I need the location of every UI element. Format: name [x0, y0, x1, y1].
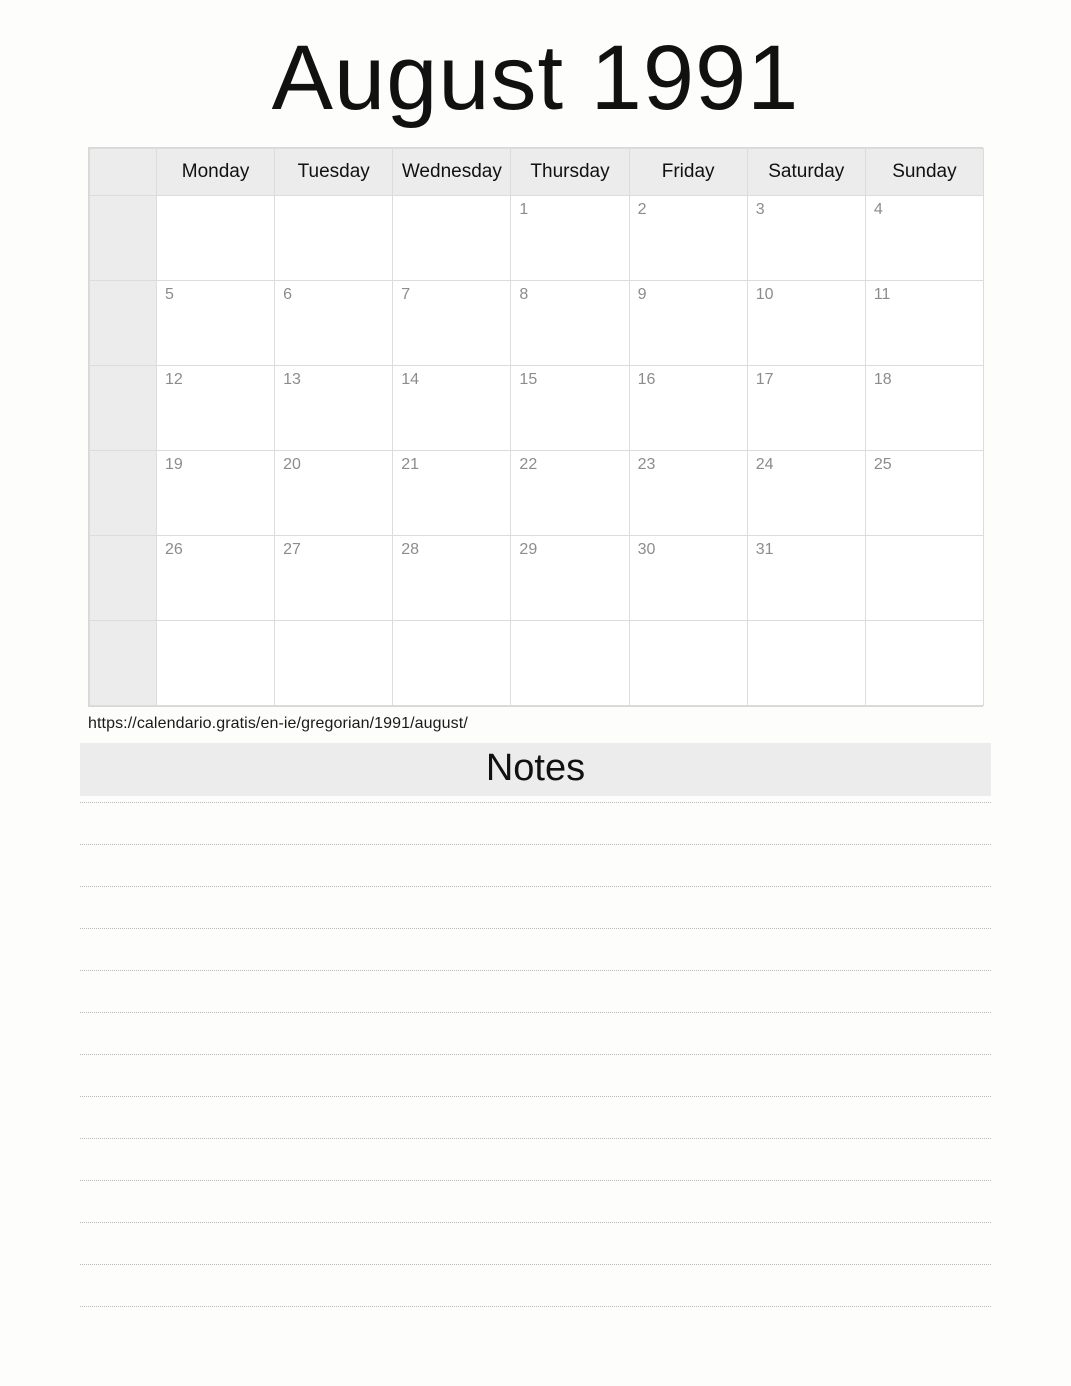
calendar-week-row: [90, 195, 984, 280]
week-number-cell: [90, 450, 157, 535]
day-number: [275, 621, 392, 627]
note-line[interactable]: [80, 845, 991, 887]
day-number: 28: [401, 540, 420, 558]
day-number: [630, 621, 747, 627]
day-cell: [865, 365, 983, 450]
day-cell: [629, 365, 747, 450]
day-cell: [393, 535, 511, 620]
day-cell: [275, 450, 393, 535]
day-number: 25: [873, 455, 892, 473]
day-cell: [275, 365, 393, 450]
day-number: 27: [283, 540, 301, 558]
day-cell: [511, 195, 629, 280]
notes-section: [80, 743, 991, 1308]
day-cell: [629, 195, 747, 280]
day-number: 7: [401, 285, 411, 303]
note-line[interactable]: [80, 802, 991, 845]
week-number-column-header: [90, 148, 157, 195]
day-cell: [511, 535, 629, 620]
day-number: 8: [519, 285, 529, 303]
note-line[interactable]: [80, 887, 991, 929]
day-number: 12: [165, 370, 183, 388]
day-number: 18: [873, 370, 892, 388]
weekday-header-thursday: Thursday: [511, 148, 629, 195]
day-cell: [865, 450, 983, 535]
day-number: 17: [755, 370, 774, 388]
calendar-table: [89, 148, 984, 706]
day-cell: [157, 280, 275, 365]
day-cell: [511, 280, 629, 365]
day-number: [393, 621, 510, 627]
weekday-header-sunday: Sunday: [865, 148, 983, 195]
day-cell: [747, 620, 865, 705]
day-number: 19: [165, 455, 183, 473]
note-line[interactable]: [80, 929, 991, 971]
day-cell: [275, 535, 393, 620]
day-number: 20: [283, 455, 301, 473]
calendar-body: [90, 195, 984, 705]
day-number: [275, 196, 392, 202]
day-cell: [511, 620, 629, 705]
day-cell: [275, 620, 393, 705]
day-cell: [747, 535, 865, 620]
note-line[interactable]: [80, 1097, 991, 1139]
calendar-header-row: [90, 148, 984, 195]
day-number: [866, 536, 983, 542]
weekday-header-friday: Friday: [629, 148, 747, 195]
day-number: [157, 196, 274, 202]
day-cell: [629, 535, 747, 620]
page-title: August 1991: [271, 27, 800, 129]
note-line[interactable]: [80, 1265, 991, 1307]
day-number: 9: [637, 285, 647, 303]
day-cell: [393, 280, 511, 365]
day-cell: [629, 450, 747, 535]
day-number: 16: [637, 370, 656, 388]
day-cell: [393, 450, 511, 535]
day-number: [511, 621, 628, 627]
day-number: 22: [519, 455, 538, 473]
day-number: 2: [637, 200, 647, 218]
day-number: [157, 621, 274, 627]
week-number-cell: [90, 620, 157, 705]
day-cell: [865, 620, 983, 705]
day-number: 29: [519, 540, 538, 558]
day-number: 10: [755, 285, 774, 303]
day-cell: [511, 450, 629, 535]
day-number: [748, 621, 865, 627]
calendar-week-row: [90, 535, 984, 620]
day-cell: [865, 535, 983, 620]
note-line[interactable]: [80, 1181, 991, 1223]
note-line[interactable]: [80, 971, 991, 1013]
day-number: [393, 196, 510, 202]
day-cell: [747, 280, 865, 365]
day-cell: [275, 280, 393, 365]
day-cell: [865, 280, 983, 365]
week-number-cell: [90, 365, 157, 450]
day-cell: [275, 195, 393, 280]
notes-heading: Notes: [80, 743, 991, 797]
day-cell: [747, 450, 865, 535]
calendar-week-row: [90, 620, 984, 705]
note-line[interactable]: [80, 1223, 991, 1265]
note-line[interactable]: [80, 1013, 991, 1055]
day-number: 15: [519, 370, 538, 388]
day-number: 1: [519, 200, 529, 218]
day-number: 13: [283, 370, 301, 388]
day-number: 11: [873, 285, 891, 303]
calendar-container: [88, 147, 983, 707]
day-number: 5: [165, 285, 174, 303]
weekday-header-saturday: Saturday: [747, 148, 865, 195]
note-line[interactable]: [80, 1055, 991, 1097]
week-number-cell: [90, 280, 157, 365]
day-cell: [157, 535, 275, 620]
day-cell: [157, 450, 275, 535]
day-cell: [629, 620, 747, 705]
day-number: [866, 621, 983, 627]
calendar-week-row: [90, 450, 984, 535]
day-cell: [393, 620, 511, 705]
day-number: 30: [637, 540, 656, 558]
notes-lines: [80, 802, 991, 1307]
day-number: 26: [165, 540, 183, 558]
day-number: 14: [401, 370, 420, 388]
day-cell: [865, 195, 983, 280]
day-cell: [511, 365, 629, 450]
day-cell: [157, 195, 275, 280]
day-number: 24: [755, 455, 774, 473]
day-number: 31: [755, 540, 774, 558]
day-number: 4: [873, 200, 883, 218]
weekday-header-wednesday: Wednesday: [393, 148, 511, 195]
weekday-header-monday: Monday: [157, 148, 275, 195]
source-url: https://calendario.gratis/en-ie/gregorian/1991/august/: [88, 714, 468, 732]
day-cell: [747, 365, 865, 450]
day-number: 23: [637, 455, 656, 473]
day-cell: [157, 365, 275, 450]
note-line[interactable]: [80, 1139, 991, 1181]
week-number-cell: [90, 195, 157, 280]
day-cell: [747, 195, 865, 280]
day-number: 21: [401, 455, 420, 473]
weekday-header-tuesday: Tuesday: [275, 148, 393, 195]
day-number: 3: [755, 200, 765, 218]
day-cell: [157, 620, 275, 705]
day-cell: [629, 280, 747, 365]
day-number: 6: [283, 285, 293, 303]
week-number-cell: [90, 535, 157, 620]
calendar-week-row: [90, 365, 984, 450]
calendar-week-row: [90, 280, 984, 365]
day-cell: [393, 365, 511, 450]
day-cell: [393, 195, 511, 280]
